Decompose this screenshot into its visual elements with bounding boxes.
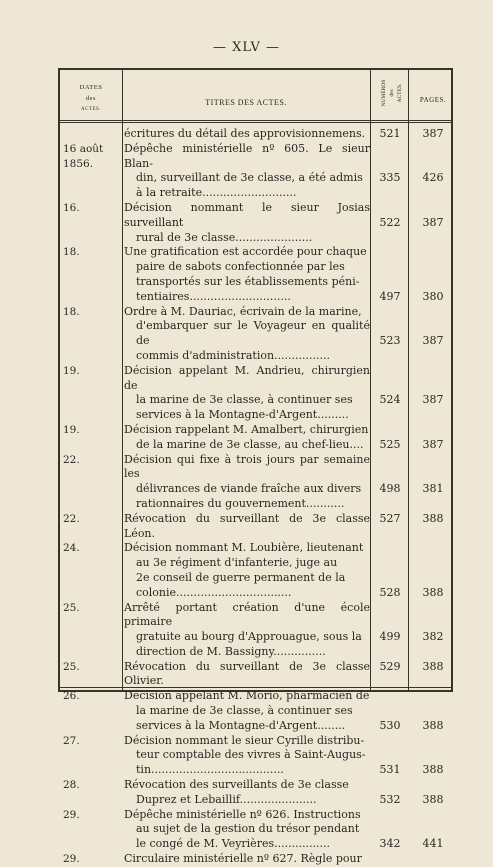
table-row xyxy=(60,852,451,867)
entry-title xyxy=(124,245,370,304)
entry-title-line: Dépêche ministérielle nº 626. Instructions xyxy=(124,807,361,821)
entry-title xyxy=(124,852,370,867)
entry-title-line: rural de 3e classe...................... xyxy=(136,230,313,244)
entry-title xyxy=(124,201,370,245)
entry-date: 22. xyxy=(63,453,80,466)
entry-number: 524 xyxy=(379,393,401,407)
entry-page: 381 xyxy=(422,482,444,496)
entry-title-line: à la retraite........................... xyxy=(136,186,297,200)
table-row xyxy=(60,127,451,142)
table-row xyxy=(60,808,451,852)
table-row xyxy=(60,364,451,423)
entry-title-line: Révocation des surveillants de 3e classe xyxy=(124,778,349,792)
entry-date: 27. xyxy=(63,734,80,747)
table-row xyxy=(60,660,451,690)
entry-title-line: tentiaires............................. xyxy=(136,289,291,303)
entry-number: 521 xyxy=(379,127,401,140)
entry-title-line: Décision qui fixe à trois jours par semaine les xyxy=(124,452,370,481)
entry-date: 18. xyxy=(63,246,80,259)
entry-page: 387 xyxy=(422,127,444,140)
entry-title-line: colonie................................. xyxy=(136,585,292,599)
entry-title-line: Révocation du surveillant de 3e classe Olivier. xyxy=(124,659,370,688)
entry-number: 497 xyxy=(379,289,401,303)
entry-title-line: din, surveillant de 3e classe, a été admis xyxy=(136,171,363,185)
entry-page: 387 xyxy=(422,334,444,348)
entry-title xyxy=(124,305,370,364)
entry-number: 532 xyxy=(379,792,401,806)
entry-number: 529 xyxy=(379,659,401,673)
entry-title xyxy=(124,689,370,733)
entry-number: 498 xyxy=(379,482,401,496)
entry-title-line: direction de M. Bassigny............... xyxy=(136,644,326,658)
entry-date: 19. xyxy=(63,423,80,436)
entry-date: 24. xyxy=(63,542,80,555)
entry-title-line: commis d'administration................ xyxy=(136,348,330,362)
entry-page: 382 xyxy=(422,630,444,644)
entry-title-line: Circulaire ministérielle nº 627. Règle pour xyxy=(124,852,362,866)
entry-title-line: de la marine de 3e classe, au chef-lieu.... xyxy=(136,437,364,451)
entry-title-line: Révocation du surveillant de 3e classe Léon. xyxy=(124,511,370,540)
table-row xyxy=(60,201,451,245)
entry-date: 22. xyxy=(63,512,80,525)
entry-date: 29. xyxy=(63,853,80,866)
page-header: — XLV — xyxy=(213,40,280,55)
entry-title xyxy=(124,364,370,423)
table-row xyxy=(60,423,451,453)
entry-title-line: Dépêche ministérielle nº 605. Le sieur Blan- xyxy=(124,141,370,170)
entry-title-line: au 3e régiment d'infanterie, juge au xyxy=(136,556,338,570)
entry-title-line: services à la Montagne-d'Argent......... xyxy=(136,408,349,422)
entry-title-line: le congé de M. Veyrières................ xyxy=(136,837,331,851)
entry-title xyxy=(124,453,370,512)
entry-title-line: Décision nommant M. Loubière, lieutenant xyxy=(124,541,364,555)
entry-date: 16 août 1856. xyxy=(63,142,104,170)
entry-date: 29. xyxy=(63,808,80,821)
header-dates: DATES des ACTES. xyxy=(79,84,103,112)
entry-title-line: Une gratification est accordée pour chaque xyxy=(124,245,367,259)
entry-title xyxy=(124,734,370,778)
entry-title-line: Arrêté portant création d'une école primaire xyxy=(124,600,370,629)
entry-page: 388 xyxy=(422,718,444,732)
entry-title-line: la marine de 3e classe, à continuer ses xyxy=(136,704,353,718)
entry-title xyxy=(124,778,370,808)
entry-date: 16. xyxy=(63,201,80,214)
table-row xyxy=(60,778,451,808)
entry-title-line: écritures du détail des approvisionnemens. xyxy=(124,127,366,140)
entry-page: 441 xyxy=(422,837,444,851)
entry-title xyxy=(124,541,370,600)
entry-page: 388 xyxy=(422,659,444,673)
entry-number: 342 xyxy=(379,837,401,851)
entry-title-line: gratuite au bourg d'Approuague, sous la xyxy=(136,630,362,644)
entry-page: 387 xyxy=(422,393,444,407)
entry-title xyxy=(124,808,370,852)
entry-title-line: 2e conseil de guerre permanent de la xyxy=(136,570,346,584)
entry-title-line: Décision rappelant M. Amalbert, chirurgien xyxy=(124,422,369,436)
entry-page: 380 xyxy=(422,289,444,303)
entry-page: 388 xyxy=(422,511,444,525)
entry-number: 523 xyxy=(379,334,401,348)
table-row xyxy=(60,142,451,201)
entry-title-line: tin...................................... xyxy=(136,763,284,777)
entry-title xyxy=(124,127,370,142)
table-row xyxy=(60,453,451,512)
entry-title-line: au sujet de la gestion du trésor pendant xyxy=(136,822,360,836)
entry-title-line: Décision nommant le sieur Cyrille distribu- xyxy=(124,733,365,747)
entry-number: 531 xyxy=(379,763,401,777)
entry-date: 25. xyxy=(63,601,80,614)
entry-page: 388 xyxy=(422,763,444,777)
entry-page: 387 xyxy=(422,215,444,229)
entry-number: 522 xyxy=(379,215,401,229)
entry-number: 335 xyxy=(379,171,401,185)
entry-page: 387 xyxy=(422,437,444,451)
entry-title-line: transportés sur les établissements péni- xyxy=(136,274,360,288)
entry-title-line: délivrances de viande fraîche aux divers xyxy=(136,482,362,496)
table-header xyxy=(60,70,451,123)
entry-date: 19. xyxy=(63,364,80,377)
entry-page: 426 xyxy=(422,171,444,185)
entry-date: 26. xyxy=(63,690,80,703)
entry-number: 527 xyxy=(379,511,401,525)
header-pages: PAGES. xyxy=(419,96,447,104)
entry-date: 28. xyxy=(63,779,80,792)
entry-date: 25. xyxy=(63,660,80,673)
entry-title xyxy=(124,512,370,542)
entry-number: 499 xyxy=(379,630,401,644)
entry-number: 525 xyxy=(379,437,401,451)
entry-title-line: Décision appelant M. Andrieu, chirurgien de xyxy=(124,363,370,392)
entry-page: 388 xyxy=(422,792,444,806)
entry-title-line: la marine de 3e classe, à continuer ses xyxy=(136,393,353,407)
table-body xyxy=(60,127,451,867)
table-row xyxy=(60,305,451,364)
entry-title-line: Ordre à M. Dauriac, écrivain de la marine, xyxy=(124,304,362,318)
entry-title-line: d'embarquer sur le Voyageur en qualité de xyxy=(136,319,370,348)
table-row xyxy=(60,689,451,733)
entry-title xyxy=(124,142,370,201)
header-titles: TITRES DES ACTES. xyxy=(205,98,287,107)
entry-page: 388 xyxy=(422,585,444,599)
table-row xyxy=(60,541,451,600)
entry-title-line: Décision nommant le sieur Josias surveillant xyxy=(124,200,370,229)
table-row xyxy=(60,601,451,660)
entry-title-line: teur comptable des vivres à Saint-Augus- xyxy=(136,748,366,762)
entry-title-line: services à la Montagne-d'Argent........ xyxy=(136,718,346,732)
header-numbers: NUMÉROS des ACTES. xyxy=(381,79,403,107)
entry-title xyxy=(124,660,370,690)
table-row xyxy=(60,245,451,304)
entry-title-line: Décision appelant M. Morio, pharmacien de xyxy=(124,689,370,703)
entry-title xyxy=(124,601,370,660)
entry-number: 530 xyxy=(379,718,401,732)
table-row xyxy=(60,512,451,542)
entry-title-line: paire de sabots confectionnée par les xyxy=(136,260,345,274)
table-row xyxy=(60,734,451,778)
entry-date: 18. xyxy=(63,305,80,318)
entry-title xyxy=(124,423,370,453)
table-frame xyxy=(58,68,453,866)
entry-title-line: rationnaires du gouvernement........... xyxy=(136,496,345,510)
entry-title-line: Duprez et Lebaillif...................... xyxy=(136,792,317,806)
entry-number: 528 xyxy=(379,585,401,599)
